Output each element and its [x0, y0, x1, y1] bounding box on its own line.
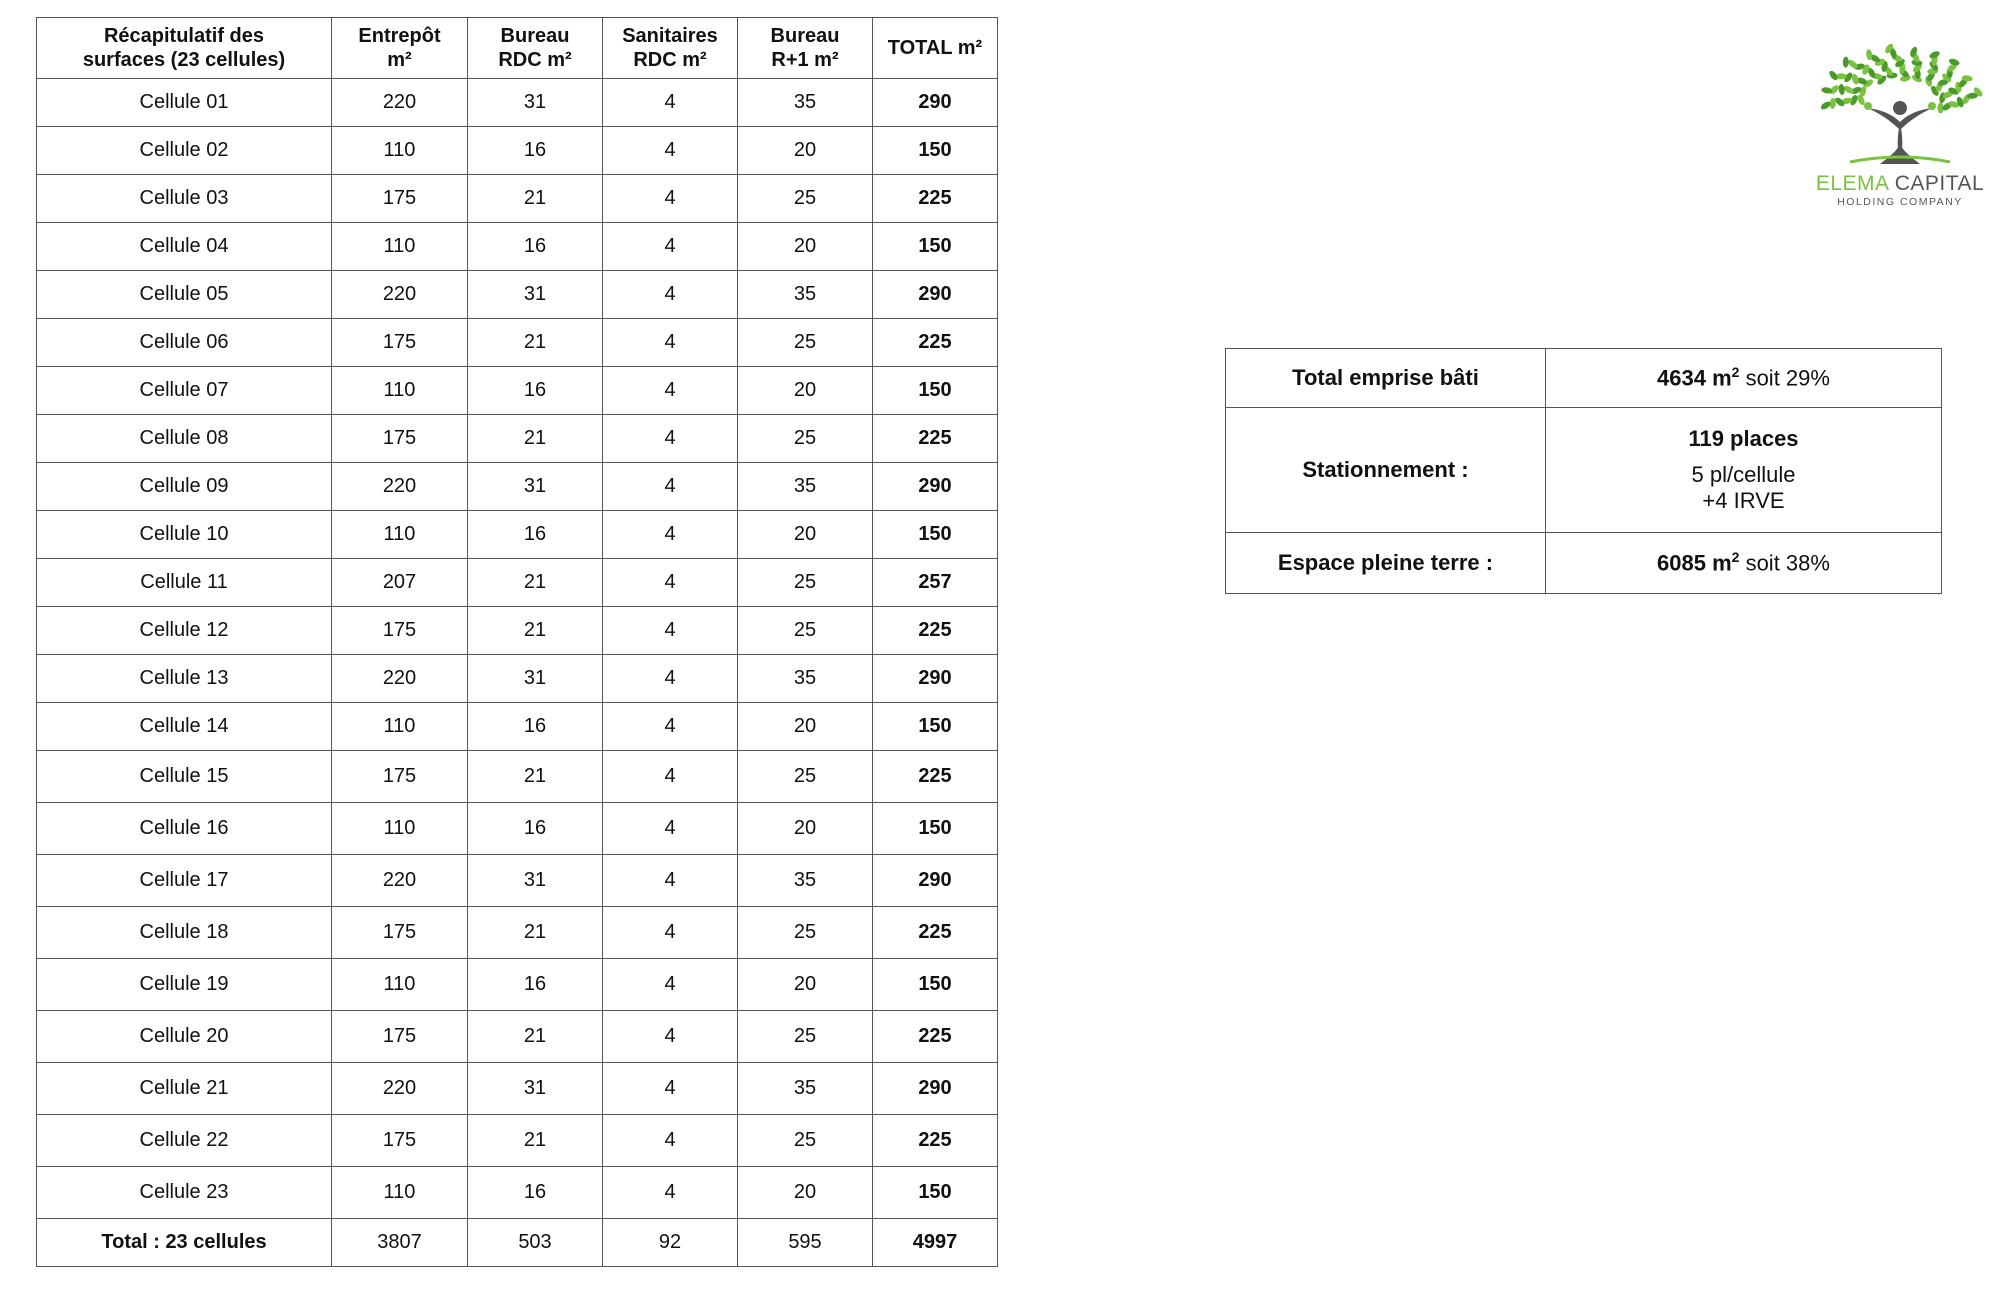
summary-row-pleine-terre	[1226, 533, 1942, 594]
table-cell: 4	[603, 127, 738, 175]
cellule-name: Cellule 07	[37, 367, 332, 415]
cellule-name: Cellule 13	[37, 655, 332, 703]
table-cell: 20	[738, 127, 873, 175]
table-cell: 16	[468, 959, 603, 1011]
table-cell: 25	[738, 559, 873, 607]
row-total: 225	[873, 607, 998, 655]
stationnement-detail-1: 5 pl/cellule	[1691, 462, 1796, 487]
table-cell: 35	[738, 855, 873, 907]
table-cell: 21	[468, 907, 603, 959]
table-cell: 16	[468, 511, 603, 559]
cellule-name: Cellule 01	[37, 79, 332, 127]
table-row	[37, 907, 998, 959]
table-row	[37, 703, 998, 751]
table-cell: 31	[468, 655, 603, 703]
row-total: 225	[873, 1115, 998, 1167]
emprise-value: 4634 m	[1657, 365, 1732, 391]
cellule-name: Cellule 02	[37, 127, 332, 175]
table-cell: 4	[603, 607, 738, 655]
footer-cell: 92	[603, 1219, 738, 1267]
row-total: 225	[873, 415, 998, 463]
table-cell: 21	[468, 319, 603, 367]
table-cell: 35	[738, 79, 873, 127]
stationnement-label: Stationnement :	[1226, 408, 1546, 533]
table-cell: 21	[468, 415, 603, 463]
table-cell: 220	[332, 79, 468, 127]
table-cell: 4	[603, 79, 738, 127]
row-total: 150	[873, 223, 998, 271]
footer-cell: 3807	[332, 1219, 468, 1267]
cellule-name: Cellule 20	[37, 1011, 332, 1063]
table-cell: 4	[603, 319, 738, 367]
table-cell: 175	[332, 751, 468, 803]
logo-word-elema: ELEMA	[1815, 172, 1889, 195]
row-total: 150	[873, 1167, 998, 1219]
logo-word-capital: CAPITAL	[1894, 172, 1985, 195]
table-cell: 21	[468, 751, 603, 803]
table-cell: 175	[332, 175, 468, 223]
table-row	[37, 803, 998, 855]
table-cell: 110	[332, 803, 468, 855]
row-total: 225	[873, 907, 998, 959]
table-cell: 4	[603, 367, 738, 415]
table-row	[37, 175, 998, 223]
table-cell: 25	[738, 1011, 873, 1063]
stationnement-detail-2: +4 IRVE	[1702, 488, 1785, 513]
summary-row-stationnement	[1226, 408, 1942, 533]
table-cell: 16	[468, 1167, 603, 1219]
table-cell: 175	[332, 415, 468, 463]
row-total: 225	[873, 1011, 998, 1063]
table-cell: 110	[332, 511, 468, 559]
table-cell: 20	[738, 1167, 873, 1219]
table-cell: 110	[332, 367, 468, 415]
table-cell: 31	[468, 1063, 603, 1115]
table-cell: 175	[332, 319, 468, 367]
row-total: 225	[873, 175, 998, 223]
emprise-value-cell	[1546, 349, 1942, 408]
pleine-terre-value-cell	[1546, 533, 1942, 594]
row-total: 150	[873, 959, 998, 1011]
grand-total: 4997	[873, 1219, 998, 1267]
table-cell: 110	[332, 959, 468, 1011]
table-cell: 21	[468, 1115, 603, 1167]
column-header: Bureau RDC m²	[468, 18, 603, 79]
cellule-name: Cellule 18	[37, 907, 332, 959]
row-total: 257	[873, 559, 998, 607]
logo-tagline: HOLDING COMPANY	[1837, 196, 1963, 208]
stationnement-value-cell	[1546, 408, 1942, 533]
tree-people-icon	[1810, 44, 1990, 174]
table-cell: 25	[738, 751, 873, 803]
logo-wordmark	[1810, 174, 1990, 194]
emprise-pct: soit 29%	[1739, 365, 1830, 391]
row-total: 290	[873, 79, 998, 127]
table-cell: 16	[468, 223, 603, 271]
cellule-name: Cellule 16	[37, 803, 332, 855]
cellule-name: Cellule 21	[37, 1063, 332, 1115]
table-row	[37, 751, 998, 803]
table-cell: 35	[738, 1063, 873, 1115]
elema-capital-logo	[1810, 44, 1990, 214]
pleine-terre-unit-sup: 2	[1731, 549, 1740, 566]
table-cell: 220	[332, 655, 468, 703]
cellule-name: Cellule 15	[37, 751, 332, 803]
table-cell: 175	[332, 907, 468, 959]
table-cell: 4	[603, 655, 738, 703]
table-cell: 25	[738, 319, 873, 367]
table-cell: 25	[738, 1115, 873, 1167]
table-cell: 20	[738, 703, 873, 751]
table-row	[37, 1063, 998, 1115]
row-total: 290	[873, 1063, 998, 1115]
stationnement-places: 119 places	[1688, 426, 1799, 451]
table-cell: 25	[738, 607, 873, 655]
table-row	[37, 79, 998, 127]
pleine-terre-value: 6085 m	[1657, 550, 1732, 576]
table-cell: 4	[603, 1115, 738, 1167]
row-total: 150	[873, 511, 998, 559]
table-footer-row	[37, 1219, 998, 1267]
table-row	[37, 607, 998, 655]
table-cell: 21	[468, 607, 603, 655]
table-cell: 175	[332, 1011, 468, 1063]
column-header: Bureau R+1 m²	[738, 18, 873, 79]
table-row	[37, 959, 998, 1011]
table-cell: 4	[603, 511, 738, 559]
row-total: 150	[873, 127, 998, 175]
table-cell: 4	[603, 415, 738, 463]
table-row	[37, 511, 998, 559]
table-row	[37, 655, 998, 703]
table-cell: 35	[738, 655, 873, 703]
table-cell: 4	[603, 1063, 738, 1115]
table-cell: 20	[738, 959, 873, 1011]
cellule-name: Cellule 03	[37, 175, 332, 223]
row-total: 290	[873, 463, 998, 511]
table-cell: 4	[603, 271, 738, 319]
table-cell: 4	[603, 559, 738, 607]
table-row	[37, 271, 998, 319]
table-row	[37, 1115, 998, 1167]
table-row	[37, 559, 998, 607]
table-cell: 4	[603, 751, 738, 803]
cellule-name: Cellule 22	[37, 1115, 332, 1167]
cellule-name: Cellule 17	[37, 855, 332, 907]
cellule-name: Cellule 08	[37, 415, 332, 463]
column-header: Entrepôt m²	[332, 18, 468, 79]
table-cell: 16	[468, 367, 603, 415]
table-header-row	[37, 18, 998, 79]
table-cell: 207	[332, 559, 468, 607]
emprise-label: Total emprise bâti	[1226, 349, 1546, 408]
table-cell: 20	[738, 223, 873, 271]
footer-label: Total : 23 cellules	[37, 1219, 332, 1267]
table-cell: 4	[603, 1011, 738, 1063]
table-cell: 110	[332, 127, 468, 175]
emprise-unit-sup: 2	[1731, 364, 1740, 381]
row-total: 150	[873, 367, 998, 415]
table-cell: 31	[468, 463, 603, 511]
table-cell: 4	[603, 703, 738, 751]
table-row	[37, 223, 998, 271]
table-cell: 20	[738, 803, 873, 855]
row-total: 290	[873, 655, 998, 703]
table-cell: 4	[603, 1167, 738, 1219]
cellule-name: Cellule 14	[37, 703, 332, 751]
column-header: Sanitaires RDC m²	[603, 18, 738, 79]
table-row	[37, 415, 998, 463]
table-cell: 4	[603, 959, 738, 1011]
table-cell: 25	[738, 907, 873, 959]
table-cell: 110	[332, 223, 468, 271]
table-cell: 21	[468, 1011, 603, 1063]
table-row	[37, 367, 998, 415]
table-cell: 35	[738, 271, 873, 319]
footer-cell: 503	[468, 1219, 603, 1267]
cellule-name: Cellule 19	[37, 959, 332, 1011]
cellule-name: Cellule 05	[37, 271, 332, 319]
table-cell: 25	[738, 175, 873, 223]
cellule-name: Cellule 12	[37, 607, 332, 655]
cellule-name: Cellule 10	[37, 511, 332, 559]
table-cell: 31	[468, 271, 603, 319]
row-total: 290	[873, 855, 998, 907]
table-body	[37, 79, 998, 1219]
table-cell: 25	[738, 415, 873, 463]
row-total: 290	[873, 271, 998, 319]
table-row	[37, 1167, 998, 1219]
table-cell: 4	[603, 907, 738, 959]
column-header: TOTAL m²	[873, 18, 998, 79]
table-cell: 21	[468, 559, 603, 607]
table-cell: 220	[332, 1063, 468, 1115]
table-cell: 35	[738, 463, 873, 511]
cellule-name: Cellule 04	[37, 223, 332, 271]
cellule-name: Cellule 06	[37, 319, 332, 367]
table-cell: 16	[468, 803, 603, 855]
cellule-name: Cellule 11	[37, 559, 332, 607]
table-cell: 4	[603, 463, 738, 511]
table-cell: 110	[332, 1167, 468, 1219]
table-row	[37, 463, 998, 511]
row-total: 225	[873, 751, 998, 803]
table-cell: 31	[468, 855, 603, 907]
table-cell: 175	[332, 607, 468, 655]
table-cell: 21	[468, 175, 603, 223]
table-cell: 20	[738, 367, 873, 415]
row-total: 150	[873, 703, 998, 751]
table-cell: 16	[468, 703, 603, 751]
row-total: 225	[873, 319, 998, 367]
table-row	[37, 1011, 998, 1063]
pleine-terre-pct: soit 38%	[1739, 550, 1830, 576]
table-cell: 4	[603, 803, 738, 855]
table-cell: 20	[738, 511, 873, 559]
table-cell: 175	[332, 1115, 468, 1167]
summary-table	[1225, 348, 1942, 594]
column-header: Récapitulatif des surfaces (23 cellules)	[37, 18, 332, 79]
table-cell: 220	[332, 271, 468, 319]
cellule-name: Cellule 09	[37, 463, 332, 511]
table-cell: 220	[332, 855, 468, 907]
pleine-terre-label: Espace pleine terre :	[1226, 533, 1546, 594]
table-cell: 110	[332, 703, 468, 751]
table-cell: 4	[603, 855, 738, 907]
row-total: 150	[873, 803, 998, 855]
table-row	[37, 855, 998, 907]
table-cell: 31	[468, 79, 603, 127]
table-cell: 4	[603, 175, 738, 223]
footer-cell: 595	[738, 1219, 873, 1267]
table-cell: 16	[468, 127, 603, 175]
table-row	[37, 319, 998, 367]
table-row	[37, 127, 998, 175]
table-cell: 4	[603, 223, 738, 271]
table-cell: 220	[332, 463, 468, 511]
cellule-name: Cellule 23	[37, 1167, 332, 1219]
summary-row-emprise	[1226, 349, 1942, 408]
surfaces-table	[36, 17, 998, 1267]
